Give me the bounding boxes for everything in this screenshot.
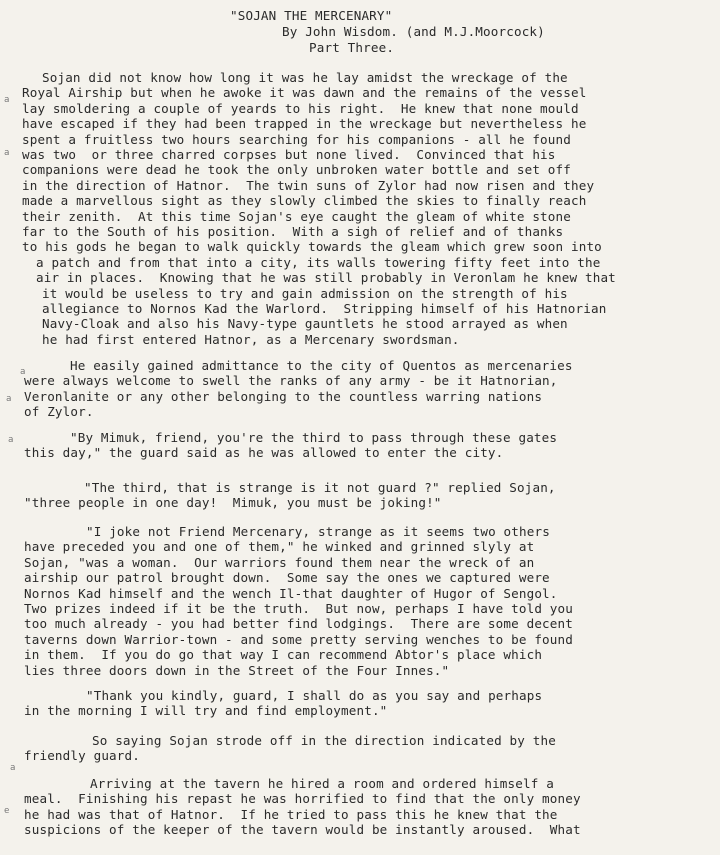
paragraph-line: spent a fruitless two hours searching for his companions - all he found <box>22 131 571 147</box>
paragraph-line: taverns down Warrior-town - and some pretty serving wenches to be found <box>24 631 573 647</box>
paragraph-line: "I joke not Friend Mercenary, strange as it seems two others <box>86 524 550 539</box>
paragraph-line: Two prizes indeed if it be the truth. But now, perhaps I have told you <box>24 601 573 616</box>
margin-mark: a <box>10 763 16 773</box>
paragraph-line: Royal Airship but when he awoke it was dawn and the remains of the vessel <box>22 85 587 101</box>
paragraph-line: He easily gained admittance to the city of Quentos as mercenaries <box>70 358 573 373</box>
paragraph-line: their zenith. At this time Sojan's eye caught the gleam of white stone <box>22 208 571 224</box>
paragraph-line: "three people in one day! Mimuk, you must be joking!" <box>24 495 442 511</box>
paragraph-line: meal. Finishing his repast he was horrified to find that the only money <box>24 791 581 807</box>
paragraph-line: Arriving at the tavern he hired a room and ordered himself a <box>90 776 554 791</box>
paragraph-line: Sojan, "was a woman. Our warriors found them near the wreck of an <box>24 554 535 570</box>
margin-mark: a <box>4 148 10 158</box>
margin-mark: a <box>6 394 12 404</box>
paragraph-line: allegiance to Nornos Kad the Warlord. Stripping himself of his Hatnorian <box>42 301 607 316</box>
paragraph-line: friendly guard. <box>24 748 140 764</box>
paragraph-line: was two or three charred corpses but none lived. Convinced that his <box>22 147 556 162</box>
paragraph-line: "Thank you kindly, guard, I shall do as you say and perhaps <box>86 688 543 703</box>
paragraph-line: Veronlanite or any other belonging to the countless warring nations <box>24 388 543 404</box>
paragraph-line: were always welcome to swell the ranks of any army - be it Hatnorian, <box>24 373 558 389</box>
paragraph-line: Sojan did not know how long it was he lay amidst the wreckage of the <box>42 70 568 85</box>
paragraph-line: a patch and from that into a city, its walls towering fifty feet into the <box>36 254 601 270</box>
paragraph-line: this day," the guard said as he was allowed to enter the city. <box>24 445 504 461</box>
paragraph-line: of Zylor. <box>24 404 94 420</box>
margin-mark: a <box>20 367 26 377</box>
paragraph-line: airship our patrol brought down. Some say the ones we captured were <box>24 570 550 586</box>
paragraph-line: in them. If you do go that way I can recommend Abtor's place which <box>24 647 543 663</box>
paragraph-line: "By Mimuk, friend, you're the third to pass through these gates <box>70 430 558 445</box>
paragraph-line: have escaped if they had been trapped in the wreckage but nevertheless he <box>22 116 587 132</box>
paragraph-line: lay smoldering a couple of yeards to his right. He knew that none mould <box>22 100 579 116</box>
paragraph-line: So saying Sojan strode off in the direction indicated by the <box>92 733 556 748</box>
paragraph-line: it would be useless to try and gain admission on the strength of his <box>42 285 568 301</box>
paragraph-line: air in places. Knowing that he was still probably in Veronlam he knew that <box>36 270 616 286</box>
paragraph-line: "The third, that is strange is it not guard ?" replied Sojan, <box>84 480 556 495</box>
paragraph-line: in the direction of Hatnor. The twin suns of Zylor had now risen and they <box>22 177 595 193</box>
paragraph-line: have preceded you and one of them," he winked and grinned slyly at <box>24 539 535 555</box>
paragraph-line: in the morning I will try and find employment." <box>24 703 388 719</box>
paragraph-line: far to the South of his position. With a sigh of relief and of thanks <box>22 224 564 239</box>
margin-mark: a <box>8 435 14 445</box>
paragraph-line: he had was that of Hatnor. If he tried to pass this he knew that the <box>24 806 558 822</box>
paragraph-line: he had first entered Hatnor, as a Mercenary swordsman. <box>42 331 460 347</box>
margin-mark: a <box>4 95 10 105</box>
paragraph-line: Nornos Kad himself and the wench Il-that daughter of Hugor of Sengol. <box>24 585 558 601</box>
paragraph-line: companions were dead he took the only unbroken water bottle and set off <box>22 162 571 178</box>
paragraph-line: too much already - you had better find lodgings. There are some decent <box>24 616 573 632</box>
part-heading: Part Three. <box>309 40 395 55</box>
story-title: "SOJAN THE MERCENARY" <box>230 8 393 23</box>
margin-mark: e <box>4 806 10 816</box>
paragraph-line: made a marvellous sight as they slowly climbed the skies to finally reach <box>22 193 587 209</box>
paragraph-line: Navy-Cloak and also his Navy-type gauntlets he stood arrayed as when <box>42 316 568 332</box>
paragraph-line: to his gods he began to walk quickly towards the gleam which grew soon into <box>22 239 602 255</box>
byline: By John Wisdom. (and M.J.Moorcock) <box>282 24 545 39</box>
paragraph-line: lies three doors down in the Street of the Four Innes." <box>24 662 450 678</box>
paragraph-line: suspicions of the keeper of the tavern would be instantly aroused. What <box>24 822 581 838</box>
